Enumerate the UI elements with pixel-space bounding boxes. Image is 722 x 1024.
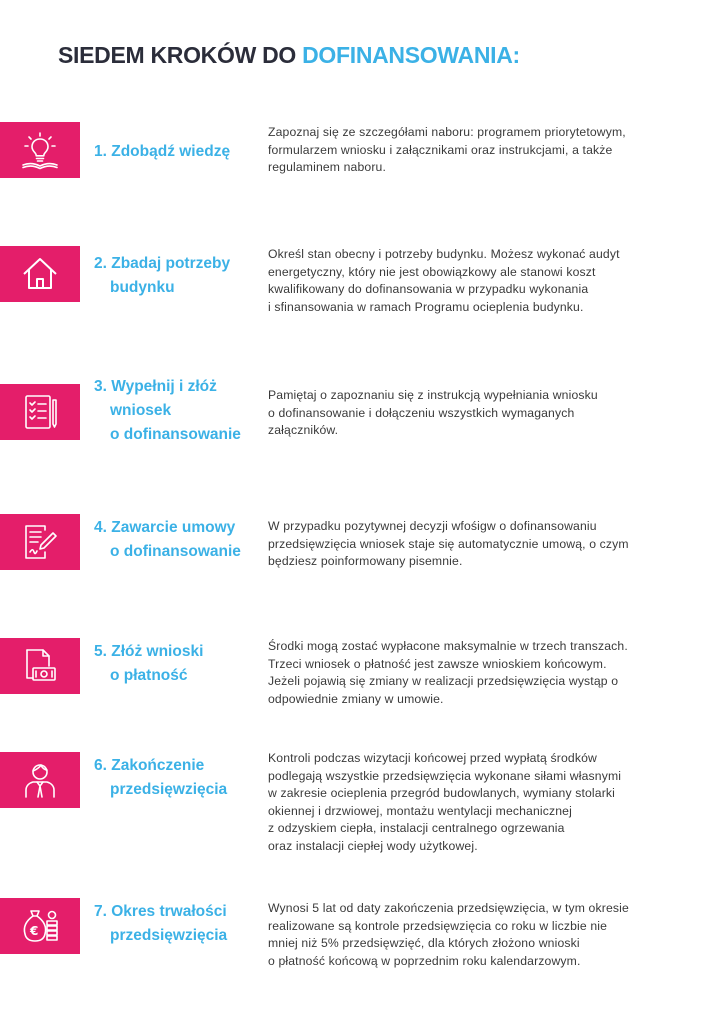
step-7-desc-line: Wynosi 5 lat od daty zakończenia przedsięwzięcia, w tym okresie xyxy=(268,901,629,915)
step-4-icon-box xyxy=(0,514,80,570)
step-1-icon-box xyxy=(0,122,80,178)
checklist-icon xyxy=(19,391,61,433)
step-2-title-line: 2. Zbadaj potrzeby xyxy=(94,255,231,272)
step-4-description xyxy=(268,518,688,571)
step-6-title xyxy=(94,754,227,802)
step-6-title-line: 6. Zakończenie xyxy=(94,757,205,774)
step-5-title-line: 5. Złóż wnioski xyxy=(94,643,204,660)
step-6-desc-line: podlegają wszystkie przedsięwzięcia wykonane siłami własnymi xyxy=(268,768,622,783)
step-1-title-line: 1. Zdobądź wiedzę xyxy=(94,143,231,160)
payment-document-icon xyxy=(19,645,61,687)
step-5-desc-line: Środki mogą zostać wypłacone maksymalnie w trzech transzach. xyxy=(268,639,628,653)
step-3-description xyxy=(268,387,688,440)
step-4-desc-line: W przypadku pozytywnej decyzji wfośigw o dofinansowaniu xyxy=(268,519,597,533)
step-6-desc-line: w zakresie ocieplenia przegród budowlanych, wymiany stolarki xyxy=(268,786,616,800)
step-6-desc-line: Kontroli podczas wizytacji końcowej przed wypłatą środków xyxy=(268,751,597,765)
inspector-icon xyxy=(19,759,61,801)
step-2-desc-line: i sfinansowania w ramach Programu ocieplenia budynku. xyxy=(268,299,584,314)
step-2-title xyxy=(94,252,230,300)
step-1-title xyxy=(94,140,230,164)
step-3-desc-line: o dofinansowanie i dołączeniu wszystkich wymaganych xyxy=(268,405,575,420)
step-3-title-line: wniosek xyxy=(110,402,172,419)
step-5-icon-box xyxy=(0,638,80,694)
step-4-title-line: o dofinansowanie xyxy=(110,543,241,560)
step-4-title-line: 4. Zawarcie umowy xyxy=(94,519,236,536)
step-7-title xyxy=(94,900,227,948)
step-2-desc-line: kwalifikowany do dofinansowania w przypadku wykonania xyxy=(268,282,589,296)
step-1-desc-line: Zapoznaj się ze szczegółami naboru: programem priorytetowym, xyxy=(268,125,626,139)
page-title xyxy=(58,42,520,69)
step-4-desc-line: przedsięwzięcia wniosek staje się automatycznie umową, o czym xyxy=(268,536,629,551)
step-2-desc-line: Określ stan obecny i potrzeby budynku. Możesz wykonać audyt xyxy=(268,247,620,261)
step-5-desc-line: odpowiednie zmiany w umowie. xyxy=(268,691,444,706)
step-7-desc-line: realizowane są kontrole przedsięwzięcia co roku w liczbie nie xyxy=(268,918,608,933)
step-2-description xyxy=(268,246,688,316)
money-bag-coins-icon xyxy=(19,905,61,947)
step-4-title xyxy=(94,516,241,564)
svg-text:€: € xyxy=(30,924,39,938)
step-7-icon-box xyxy=(0,898,80,954)
step-1-description xyxy=(268,124,688,177)
step-3-icon-box xyxy=(0,384,80,440)
step-2-title-line: budynku xyxy=(110,279,175,296)
step-2-icon-box xyxy=(0,246,80,302)
step-6-desc-line: oraz instalacji ciepłej wody użytkowej. xyxy=(268,838,478,853)
step-1-desc-line: formularzem wniosku i załącznikami oraz instrukcjami, a także xyxy=(268,142,613,157)
step-3-desc-line: Pamiętaj o zapoznaniu się z instrukcją wypełniania wniosku xyxy=(268,388,598,402)
contract-signing-icon xyxy=(19,521,61,563)
step-6-title-line: przedsięwzięcia xyxy=(110,781,228,798)
step-7-description xyxy=(268,900,688,970)
step-6-desc-line: z odzyskiem ciepła, instalacji centralnego ogrzewania xyxy=(268,821,565,835)
step-3-title-line: 3. Wypełnij i złóż xyxy=(94,378,217,395)
step-2-desc-line: energetyczny, który nie jest obowiązkowy ale stanowi koszt xyxy=(268,264,596,279)
step-7-desc-line: o płatność końcową w poprzednim roku kalendarzowym. xyxy=(268,953,581,968)
step-7-title-line: przedsięwzięcia xyxy=(110,927,228,944)
page-title-accent: DOFINANSOWANIA: xyxy=(302,42,520,68)
step-5-desc-line: Trzeci wniosek o płatność jest zawsze wnioskiem końcowym. xyxy=(268,656,607,671)
step-6-description xyxy=(268,750,688,855)
step-6-desc-line: okiennej i drzwiowej, montażu wentylacji mechanicznej xyxy=(268,803,572,818)
step-5-title-line: o płatność xyxy=(110,667,188,684)
step-6-icon-box xyxy=(0,752,80,808)
step-5-description xyxy=(268,638,688,708)
step-4-desc-line: będziesz poinformowany pisemnie. xyxy=(268,554,463,568)
step-1-desc-line: regulaminem naboru. xyxy=(268,160,387,174)
step-5-desc-line: Jeżeli pojawią się zmiany w realizacji przedsięwzięcia wystąp o xyxy=(268,674,619,688)
step-3-desc-line: załączników. xyxy=(268,423,339,437)
page-title-part1: SIEDEM KROKÓW DO xyxy=(58,42,303,68)
step-5-title xyxy=(94,640,203,688)
step-3-title-line: o dofinansowanie xyxy=(110,426,241,443)
house-icon xyxy=(19,253,61,295)
lightbulb-book-icon xyxy=(19,129,61,171)
step-7-title-line: 7. Okres trwałości xyxy=(94,903,227,920)
step-7-desc-line: mniej niż 5% przedsięwzięć, dla których złożono wnioski xyxy=(268,936,580,950)
step-3-title xyxy=(94,375,241,447)
